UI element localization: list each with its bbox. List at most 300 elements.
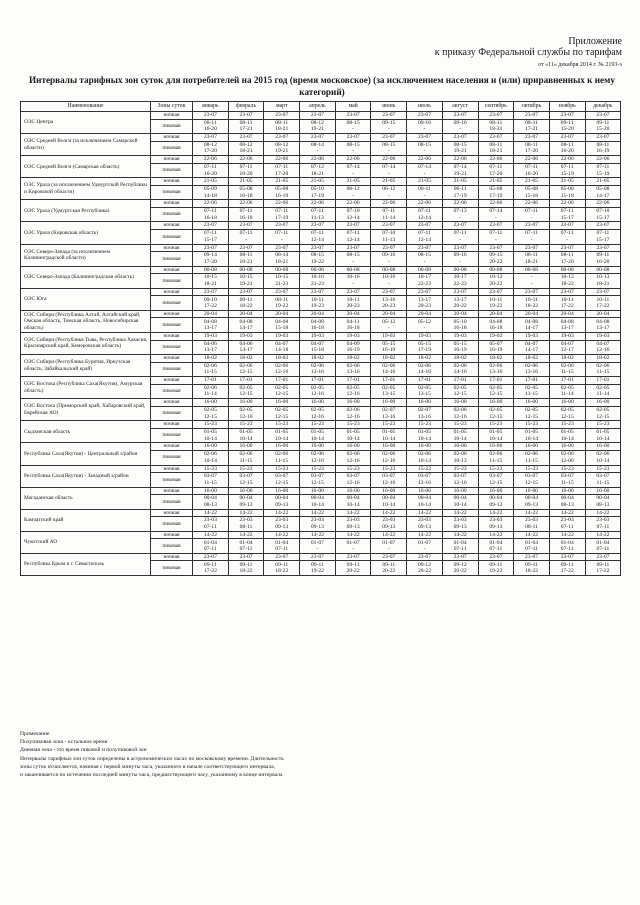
interval-cell: 00-08 — [335, 266, 371, 274]
interval-cell: 09-11 17-22 — [549, 561, 585, 576]
interval-cell: 07-11 - — [514, 230, 550, 245]
region-name: ОЭС Сибири (Республика Бурятия, Иркутская область, Забайкальский край) — [21, 355, 151, 377]
interval-cell: 23-07 — [549, 222, 585, 230]
interval-cell: 16-00 — [264, 443, 300, 451]
interval-cell: 04-08 16-18 — [478, 318, 514, 333]
interval-cell: 23-03 09-13 — [442, 517, 478, 532]
interval-cell: 02-06 11-15 — [193, 362, 229, 377]
interval-cell: 02-05 12-15 — [264, 384, 300, 399]
interval-cell: 08-12 19-21 — [300, 119, 336, 134]
interval-cell: 02-05 12-15 — [478, 406, 514, 421]
interval-cell: 04-07 15-18 — [300, 340, 336, 355]
interval-cell: 14-22 — [514, 509, 550, 517]
interval-cell: 19-03 — [478, 332, 514, 340]
interval-cell: 00-04 10-14 — [300, 495, 336, 510]
interval-cell: 08-11 18-21 — [478, 141, 514, 156]
interval-cell: 21-05 — [407, 178, 443, 186]
zone-label: ночная — [151, 288, 193, 296]
interval-cell: 23-07 — [300, 222, 336, 230]
interval-cell: 16-00 — [585, 487, 621, 495]
note-line: Полупиковая зона - остальное время — [20, 739, 108, 746]
interval-cell: 15-23 — [264, 421, 300, 429]
interval-cell: 02-06 12-15 — [228, 362, 264, 377]
interval-cell: 08-11 18-21 — [514, 252, 550, 267]
note-line: Интервалы тарифных зон суток определены в астрономических часах по московскому времени. Длительность — [20, 755, 284, 762]
interval-cell: 21-05 — [300, 178, 336, 186]
region-name: ОЭС Урала (Удмуртская Республика) — [21, 200, 151, 222]
interval-cell: 15-23 — [371, 421, 407, 429]
table-row — [21, 244, 621, 252]
interval-cell: 14-22 — [264, 509, 300, 517]
zone-label: ночная — [151, 465, 193, 473]
interval-cell: 05-10 17-19 — [300, 185, 336, 200]
interval-cell: 01-05 10-14 — [478, 428, 514, 443]
interval-cell: 04-08 13-17 — [585, 318, 621, 333]
interval-cell: 03-07 12-16 — [407, 473, 443, 488]
interval-cell: 02-05 13-15 — [407, 384, 443, 399]
interval-cell: 04-08 14-17 — [514, 318, 550, 333]
region-name: ОЭС Средней Волги (за исключением Самарской области) — [21, 134, 151, 156]
interval-cell: 13-16 20-23 — [371, 296, 407, 311]
interval-cell: 23-07 — [407, 244, 443, 252]
interval-cell: 16-00 — [514, 399, 550, 407]
zone-label: ночная — [151, 509, 193, 517]
interval-cell: 23-07 — [442, 244, 478, 252]
interval-cell: 06-12 - — [371, 185, 407, 200]
interval-cell: 23-07 — [549, 112, 585, 120]
interval-cell: 05-15 16-19 — [371, 340, 407, 355]
interval-cell: 09-16 - — [442, 119, 478, 134]
interval-cell: 07-11 12-14 — [407, 230, 443, 245]
interval-cell: 08-11 18-21 — [264, 119, 300, 134]
interval-cell: 01-05 10-14 — [193, 428, 229, 443]
tariff-zones-table — [20, 101, 621, 576]
interval-cell: 23-07 — [442, 134, 478, 142]
interval-cell: 20-04 — [193, 310, 229, 318]
interval-cell: 02-06 10-14 — [193, 451, 229, 466]
interval-cell: 01-04 07-11 — [514, 539, 550, 554]
region-name: ОЭС Востока (Республика Саха(Якутия), Амурская область) — [21, 377, 151, 399]
interval-cell: 07-14 - — [371, 163, 407, 178]
interval-cell: 08-15 - — [407, 252, 443, 267]
interval-cell: 18-02 — [407, 355, 443, 363]
interval-cell: 10-17 22-23 — [407, 274, 443, 289]
column-header: январь — [193, 102, 229, 112]
interval-cell: 00-08 — [478, 266, 514, 274]
interval-cell: 15-23 — [193, 465, 229, 473]
note-line: зоны суток исчисляется, начиная с первой минуты часа, указанного в начале соответствующего интервала, — [20, 763, 276, 770]
zone-label: ночная — [151, 487, 193, 495]
interval-cell: 21-05 — [228, 178, 264, 186]
interval-cell: 02-06 12-16 — [442, 406, 478, 421]
interval-cell: 08-15 19-21 — [442, 141, 478, 156]
interval-cell: 20-04 — [228, 310, 264, 318]
interval-cell: 23-07 — [335, 288, 371, 296]
interval-cell: 18-02 — [264, 355, 300, 363]
interval-cell: 22-06 — [407, 156, 443, 164]
interval-cell: 08-11 17-20 — [549, 252, 585, 267]
interval-cell: 02-06 11-15 — [264, 451, 300, 466]
interval-cell: 14-22 — [228, 509, 264, 517]
interval-cell: 00-08 — [228, 266, 264, 274]
interval-cell: 05-08 16-18 — [228, 185, 264, 200]
interval-cell: 20-04 — [335, 310, 371, 318]
table-row — [21, 178, 621, 186]
interval-cell: 05-07 16-19 — [478, 340, 514, 355]
interval-cell: 23-07 — [228, 134, 264, 142]
interval-cell: 02-06 13-16 — [300, 362, 336, 377]
interval-cell: 02-06 10-14 — [585, 451, 621, 466]
interval-cell: 23-07 — [335, 112, 371, 120]
interval-cell: 23-07 — [549, 553, 585, 561]
zone-label: пиковая — [151, 473, 193, 488]
interval-cell: 23-07 — [300, 112, 336, 120]
interval-cell: 20-04 — [264, 310, 300, 318]
interval-cell: 08-11 17-20 — [514, 141, 550, 156]
interval-cell: 02-06 12-16 — [335, 406, 371, 421]
interval-cell: 06-11 17-19 — [442, 185, 478, 200]
interval-cell: 18-02 — [300, 355, 336, 363]
interval-cell: 14-22 — [193, 531, 229, 539]
interval-cell: 01-05 10-14 — [514, 428, 550, 443]
interval-cell: 10-15 18-21 — [193, 274, 229, 289]
interval-cell: 23-07 — [371, 244, 407, 252]
interval-cell: 02-06 11-14 — [193, 384, 229, 399]
column-header: май — [335, 102, 371, 112]
interval-cell: 20-04 — [478, 310, 514, 318]
zone-label: пиковая — [151, 318, 193, 333]
table-row — [21, 355, 621, 363]
interval-cell: 07-11 12-14 — [335, 230, 371, 245]
zone-label: ночная — [151, 553, 193, 561]
interval-cell: 21-05 — [193, 178, 229, 186]
region-name: ОЭС Урала (Кировская область) — [21, 222, 151, 244]
table-row — [21, 377, 621, 385]
interval-cell: 23-07 — [193, 553, 229, 561]
interval-cell: 02-06 13-16 — [335, 362, 371, 377]
region-name: Чукотский АО — [21, 531, 151, 553]
interval-cell: 23-07 — [228, 553, 264, 561]
interval-cell: 03-07 11-15 — [193, 473, 229, 488]
interval-cell: 16-00 — [549, 487, 585, 495]
interval-cell: 23-07 — [585, 112, 621, 120]
interval-cell: 09-11 16-20 — [585, 252, 621, 267]
interval-cell: 23-07 — [300, 553, 336, 561]
zone-label: ночная — [151, 332, 193, 340]
interval-cell: 15-23 — [514, 465, 550, 473]
interval-cell: 07-11 15-19 — [585, 163, 621, 178]
interval-cell: 14-22 — [442, 531, 478, 539]
column-header: Зоны суток — [151, 102, 193, 112]
interval-cell: 04-08 13-17 — [193, 318, 229, 333]
interval-cell: 23-07 — [335, 553, 371, 561]
interval-cell: 15-23 — [442, 421, 478, 429]
interval-cell: 16-00 — [193, 443, 229, 451]
interval-cell: 22-06 — [514, 156, 550, 164]
interval-cell: 10-13 18-21 — [585, 274, 621, 289]
interval-cell: 17-01 — [300, 377, 336, 385]
interval-cell: 23-07 — [264, 134, 300, 142]
interval-cell: 01-07 - — [335, 539, 371, 554]
interval-cell: 01-05 10-14 — [335, 428, 371, 443]
interval-cell: 10-12 18-22 — [549, 274, 585, 289]
table-row — [21, 487, 621, 495]
interval-cell: 13-17 20-23 — [407, 296, 443, 311]
region-name: Республика Саха(Якутия) - Центральный э/район — [21, 443, 151, 465]
zone-label: пиковая — [151, 207, 193, 222]
interval-cell: 00-04 09-13 — [514, 495, 550, 510]
interval-cell: 00-04 10-14 — [335, 495, 371, 510]
region-name: Камчатский край — [21, 509, 151, 531]
interval-cell: 14-22 — [407, 509, 443, 517]
interval-cell: 02-06 14-16 — [442, 362, 478, 377]
interval-cell: 00-04 09-13 — [264, 495, 300, 510]
interval-cell: 23-07 — [442, 222, 478, 230]
region-name: ОЭС Средней Волги (Самарская область) — [21, 156, 151, 178]
interval-cell: 15-23 — [300, 465, 336, 473]
interval-cell: 19-03 — [335, 332, 371, 340]
interval-cell: 10-11 19-23 — [300, 296, 336, 311]
interval-cell: 00-04 08-13 — [549, 495, 585, 510]
interval-cell: 16-00 — [442, 487, 478, 495]
interval-cell: 23-03 07-11 — [193, 517, 229, 532]
interval-cell: 15-23 — [442, 465, 478, 473]
interval-cell: 04-08 13-17 — [549, 318, 585, 333]
interval-cell: 14-22 — [549, 509, 585, 517]
zone-label: ночная — [151, 421, 193, 429]
interval-cell: 09-14 17-20 — [193, 252, 229, 267]
interval-cell: 02-06 12-16 — [371, 451, 407, 466]
interval-cell: 07-11 18-20 — [228, 163, 264, 178]
zone-label: пиковая — [151, 428, 193, 443]
interval-cell: 00-04 10-14 — [371, 495, 407, 510]
interval-cell: 10-11 18-22 — [514, 296, 550, 311]
interval-cell: 04-06 14-17 — [228, 340, 264, 355]
interval-cell: 07-11 11-14 — [371, 207, 407, 222]
interval-cell: 21-05 — [478, 178, 514, 186]
zone-label: ночная — [151, 134, 193, 142]
interval-cell: 23-07 — [371, 222, 407, 230]
interval-cell: 00-04 08-13 — [193, 495, 229, 510]
interval-cell: 01-05 10-14 — [442, 428, 478, 443]
interval-cell: 09-11 19-22 — [300, 561, 336, 576]
interval-cell: 13-17 20-22 — [442, 296, 478, 311]
interval-cell: 09-16 - — [371, 252, 407, 267]
interval-cell: 23-07 — [407, 134, 443, 142]
table-row — [21, 465, 621, 473]
interval-cell: 23-03 09-13 — [335, 517, 371, 532]
table-row — [21, 156, 621, 164]
interval-cell: 09-11 17-22 — [193, 561, 229, 576]
interval-cell: 08-11 16-20 — [549, 141, 585, 156]
interval-cell: 23-07 — [371, 288, 407, 296]
zone-label: пиковая — [151, 252, 193, 267]
interval-cell: 23-07 — [228, 288, 264, 296]
notes-block — [20, 730, 620, 779]
interval-cell: 01-05 10-14 — [407, 428, 443, 443]
interval-cell: 23-07 — [300, 244, 336, 252]
zone-label: ночная — [151, 222, 193, 230]
interval-cell: 23-07 — [335, 244, 371, 252]
interval-cell: 10-13 20-22 — [478, 274, 514, 289]
interval-cell: 04-07 14-17 — [514, 340, 550, 355]
interval-cell: 04-06 13-17 — [193, 340, 229, 355]
interval-cell: 03-07 12-15 — [478, 473, 514, 488]
interval-cell: 23-07 — [264, 222, 300, 230]
interval-cell: 00-04 09-13 — [228, 495, 264, 510]
interval-cell: 10-16 21-23 — [300, 274, 336, 289]
table-row — [21, 112, 621, 120]
interval-cell: 00-08 — [585, 266, 621, 274]
interval-cell: 05-10 16-18 — [442, 318, 478, 333]
interval-cell: 16-00 — [228, 399, 264, 407]
interval-cell: 18-02 — [442, 355, 478, 363]
interval-cell: 03-07 12-15 — [300, 473, 336, 488]
interval-cell: 09-11 17-22 — [585, 561, 621, 576]
interval-cell: 07-11 - — [549, 230, 585, 245]
interval-cell: 02-05 12-15 — [264, 406, 300, 421]
column-header: декабрь — [585, 102, 621, 112]
interval-cell: 23-07 — [478, 244, 514, 252]
interval-cell: 22-06 — [478, 156, 514, 164]
interval-cell: 19-03 — [300, 332, 336, 340]
interval-cell: 15-23 — [264, 465, 300, 473]
interval-cell: - - — [514, 274, 550, 289]
interval-cell: 22-06 — [514, 200, 550, 208]
interval-cell: 09-11 18-22 — [264, 561, 300, 576]
interval-cell: 05-08 14-17 — [585, 185, 621, 200]
interval-cell: 23-03 08-11 — [514, 517, 550, 532]
interval-cell: 01-04 07-11 — [442, 539, 478, 554]
interval-cell: 00-08 — [300, 266, 336, 274]
interval-cell: 00-08 — [371, 266, 407, 274]
interval-cell: 21-05 — [549, 178, 585, 186]
interval-cell: 23-07 — [335, 222, 371, 230]
interval-cell: 16-00 — [407, 399, 443, 407]
interval-cell: 20-04 — [442, 310, 478, 318]
interval-cell: 23-03 09-13 — [371, 517, 407, 532]
interval-cell: 08-15 - — [335, 141, 371, 156]
interval-cell: 02-05 11-15 — [514, 384, 550, 399]
interval-cell: 16-00 — [335, 487, 371, 495]
interval-cell: 08-15 - — [335, 119, 371, 134]
interval-cell: 23-07 — [514, 553, 550, 561]
interval-cell: 01-05 10-14 — [371, 428, 407, 443]
table-header-row — [21, 102, 621, 112]
interval-cell: 09-11 19-22 — [478, 561, 514, 576]
column-header: июль — [407, 102, 443, 112]
interval-cell: 18-02 — [478, 355, 514, 363]
interval-cell: 07-11 16-18 — [228, 207, 264, 222]
interval-cell: 00-08 — [193, 266, 229, 274]
interval-cell: 07-10 15-17 — [585, 207, 621, 222]
interval-cell: 14-22 — [478, 531, 514, 539]
interval-cell: 02-06 12-06 — [549, 451, 585, 466]
interval-cell: 16-00 — [478, 487, 514, 495]
interval-cell: 15-23 — [549, 465, 585, 473]
interval-cell: 22-06 — [335, 156, 371, 164]
interval-cell: 07-11 17-19 — [264, 207, 300, 222]
interval-cell: 04-07 14-18 — [264, 340, 300, 355]
interval-cell: 14-22 — [549, 531, 585, 539]
zone-label: пиковая — [151, 451, 193, 466]
interval-cell: 19-03 — [264, 332, 300, 340]
interval-cell: 02-05 12-15 — [549, 406, 585, 421]
interval-cell: 08-11 18-21 — [228, 252, 264, 267]
interval-cell: 14-22 — [585, 531, 621, 539]
interval-cell: 01-07 - — [300, 539, 336, 554]
interval-cell: 02-06 13-16 — [478, 362, 514, 377]
region-name: ОЭС Востока (Приморский край, Хабаровский край, Еврейская АО) — [21, 399, 151, 421]
region-name: Сыдзанская область — [21, 421, 151, 443]
interval-cell: 23-07 — [585, 553, 621, 561]
interval-cell: 23-07 — [478, 222, 514, 230]
table-row — [21, 421, 621, 429]
column-header: Наименование — [21, 102, 151, 112]
interval-cell: 18-02 — [549, 355, 585, 363]
interval-cell: 14-22 — [335, 509, 371, 517]
interval-cell: 16-00 — [549, 399, 585, 407]
zone-label: пиковая — [151, 296, 193, 311]
interval-cell: 10-11 19-22 — [478, 296, 514, 311]
interval-cell: 16-00 — [514, 487, 550, 495]
interval-cell: 15-23 — [478, 421, 514, 429]
interval-cell: 08-11 18-21 — [478, 119, 514, 134]
interval-cell: 16-00 — [407, 443, 443, 451]
interval-cell: 05-15 16-19 — [442, 340, 478, 355]
interval-cell: 01-04 07-11 — [549, 539, 585, 554]
interval-cell: 15-23 — [300, 421, 336, 429]
interval-cell: 15-23 — [478, 465, 514, 473]
interval-cell: 01-04 07-11 — [585, 539, 621, 554]
interval-cell: 02-05 12-15 — [228, 384, 264, 399]
zone-label: пиковая — [151, 141, 193, 156]
interval-cell: 02-05 12-16 — [228, 406, 264, 421]
interval-cell: 15-23 — [514, 421, 550, 429]
interval-cell: 05-08 15-18 — [549, 185, 585, 200]
interval-cell: 22-06 — [300, 156, 336, 164]
region-name: ОЭС Сибири (Республика Тыва, Республика Хакасия, Красноярский край, Кемеровская область) — [21, 332, 151, 354]
interval-cell: 09-12 20-22 — [407, 561, 443, 576]
interval-cell: 15-23 — [585, 421, 621, 429]
interval-cell: 23-07 — [193, 222, 229, 230]
column-header: октябрь — [514, 102, 550, 112]
interval-cell: 04-07 12-16 — [585, 340, 621, 355]
region-name: ОЭС Северо-Запада (за исключением Калининградской области) — [21, 244, 151, 266]
interval-cell: 23-07 — [549, 288, 585, 296]
interval-cell: 14-22 — [371, 509, 407, 517]
interval-cell: 00-04 09-13 — [478, 495, 514, 510]
interval-cell: 23-07 — [478, 288, 514, 296]
interval-cell: 17-01 — [193, 377, 229, 385]
region-name: ОЭС Юга — [21, 288, 151, 310]
interval-cell: 07-13 - — [442, 207, 478, 222]
zone-label: пиковая — [151, 274, 193, 289]
interval-cell: 07-11 - — [442, 230, 478, 245]
interval-cell: 02-06 11-15 — [478, 451, 514, 466]
interval-cell: 02-05 12-16 — [300, 384, 336, 399]
interval-cell: 23-07 — [549, 134, 585, 142]
interval-cell: 02-05 11-14 — [585, 384, 621, 399]
interval-cell: 08-14 - — [300, 141, 336, 156]
interval-cell: 05-09 14-18 — [193, 185, 229, 200]
interval-cell: 15-23 — [585, 465, 621, 473]
zone-label: ночная — [151, 200, 193, 208]
interval-cell: 22-06 — [264, 156, 300, 164]
interval-cell: 23-07 — [514, 288, 550, 296]
interval-cell: 04-07 12-17 — [549, 340, 585, 355]
interval-cell: 02-06 11-15 — [585, 362, 621, 377]
